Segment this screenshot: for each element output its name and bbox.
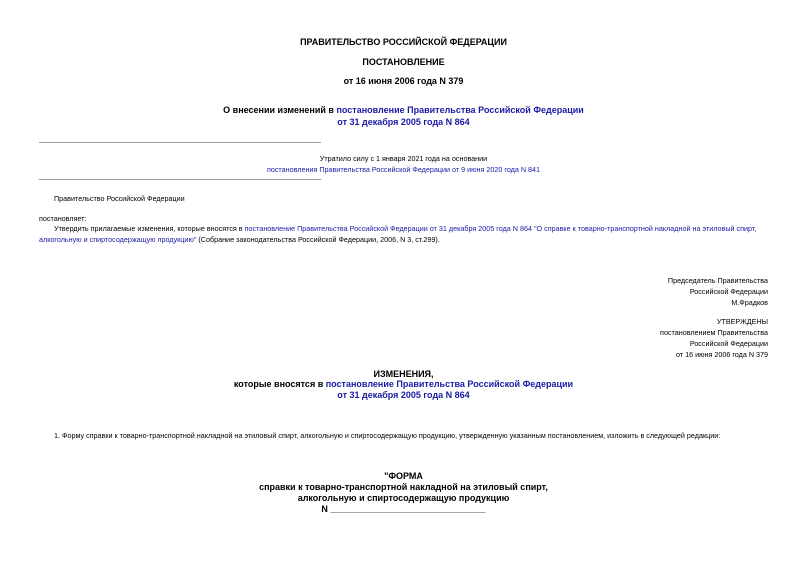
changes-title: ИЗМЕНЕНИЯ, <box>373 369 434 379</box>
title-prefix: О внесении изменений в <box>223 105 337 115</box>
decrees-text: постановляет: <box>39 214 87 223</box>
changes-subtitle-line2 <box>0 389 807 401</box>
amended-decree-link-date[interactable]: от 31 декабря 2005 года N 864 <box>337 117 470 127</box>
form-number-field: N _______________________________ <box>321 504 486 514</box>
form-subtitle-line1: справки к товарно-транспортной накладной на этиловый спирт, <box>259 482 548 492</box>
status-note-line2 <box>0 164 807 175</box>
signature-block <box>668 275 768 308</box>
divider-top <box>39 142 321 143</box>
status-note: Утратило силу с 1 января 2021 года на основании <box>319 154 488 163</box>
para-suffix: (Собрание законодательства Российской Федерации, 2006, N 3, ст.299). <box>196 235 440 244</box>
approved-line2: постановлением Правительства <box>660 328 768 337</box>
decree-864-title-link[interactable]: "О справке к товарно-транспортной накладной на этиловый спирт, алкогольную и спиртосодержащую продукцию" <box>39 224 757 244</box>
signature-position: Председатель Правительства <box>667 276 768 285</box>
approved-heading: УТВЕРЖДЕНЫ <box>716 317 768 326</box>
changes-sub-prefix: которые вносятся в <box>233 379 326 389</box>
item-1: 1. Форму справки к товарно-транспортной накладной на этиловый спирт, алкогольную и спиртосодержащую продукцию, утвержденную указанным постановлением, изложить в следующей редакции: <box>54 431 721 440</box>
form-title: "ФОРМА <box>384 471 423 481</box>
para-prefix: Утвердить прилагаемые изменения, которые вносятся в <box>54 224 245 233</box>
document-date-number: от 16 июня 2006 года N 379 <box>343 76 464 86</box>
main-paragraph <box>39 223 769 245</box>
intro-text: Правительство Российской Федерации <box>54 194 185 203</box>
decree-864-link[interactable]: постановление Правительства Российской Федерации от 31 декабря 2005 года N 864 <box>244 224 532 233</box>
approved-line4: от 16 июня 2006 года N 379 <box>675 350 768 359</box>
amended-decree-link[interactable]: постановление Правительства Российской Федерации <box>336 105 584 115</box>
changes-decree-link[interactable]: постановление Правительства Российской Федерации <box>325 379 574 389</box>
divider-bottom <box>39 179 321 180</box>
government-heading: ПРАВИТЕЛЬСТВО РОССИЙСКОЙ ФЕДЕРАЦИИ <box>300 37 507 47</box>
repeal-decree-link[interactable]: постановления Правительства Российской Федерации от 9 июня 2020 года N 841 <box>266 165 541 174</box>
approved-line3: Российской Федерации <box>689 339 768 348</box>
form-subtitle-line2: алкогольную и спиртосодержащую продукцию <box>297 493 510 503</box>
document-type: ПОСТАНОВЛЕНИЕ <box>362 57 445 67</box>
document-title <box>0 104 807 116</box>
changes-decree-link-date[interactable]: от 31 декабря 2005 года N 864 <box>337 390 470 400</box>
signature-position-line2: Российской Федерации <box>689 287 768 296</box>
document-title-line2 <box>0 116 807 128</box>
approved-block <box>660 316 768 360</box>
signature-name: М.Фрадков <box>731 298 768 307</box>
